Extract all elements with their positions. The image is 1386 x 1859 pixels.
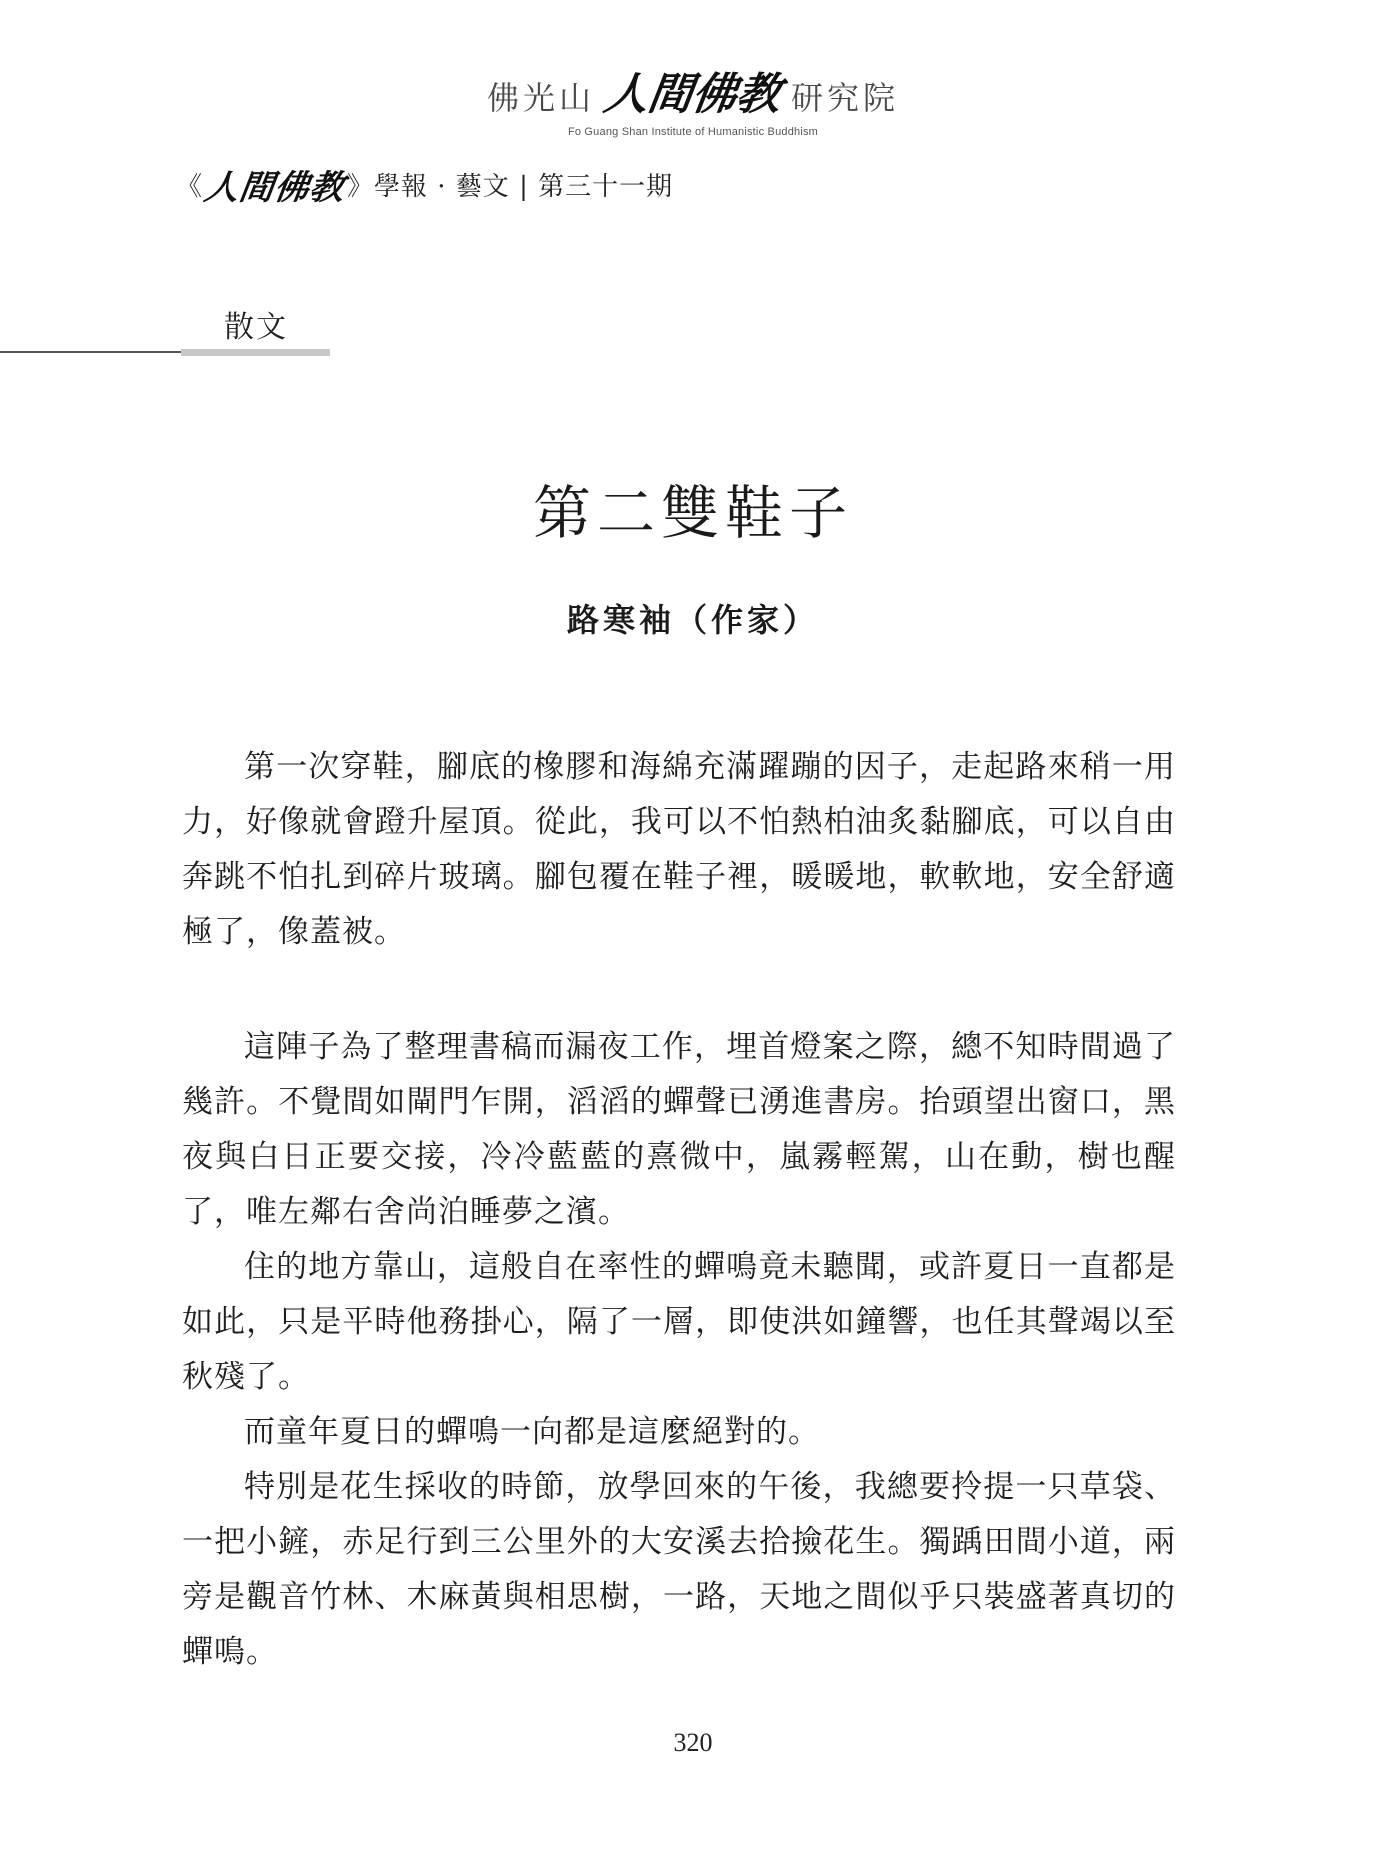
body-block-1 <box>182 740 1176 960</box>
institute-suffix: 研究院 <box>791 79 900 117</box>
institute-name <box>487 58 899 122</box>
body-block-2 <box>182 1020 1176 1680</box>
paragraph: 而童年夏日的蟬鳴一向都是這麼絕對的。 <box>244 1414 820 1450</box>
paragraph: 第一次穿鞋，腳底的橡膠和海綿充滿躍蹦的因子，走起路來稍一用力，好像就會蹬升屋頂。從此，我可以不怕熱柏油炙黏腳底，可以自由奔跳不怕扎到碎片玻璃。腳包覆在鞋子裡，暖暖地，軟軟地，安全舒適極了，像蓋被。 <box>182 749 1176 950</box>
paragraph: 這陣子為了整理書稿而漏夜工作，埋首燈案之際，總不知時間過了幾許。不覺間如閘門乍開，滔滔的蟬聲已湧進書房。抬頭望出窗口，黑夜與白日正要交接，冷冷藍藍的熹微中，嵐霧輕駕，山在動，樹也醒了，唯左鄰右舍尚泊睡夢之濱。 <box>182 1029 1176 1230</box>
article-author: 路寒袖（作家） <box>566 601 819 639</box>
institute-logo: 人間佛教 <box>600 69 784 120</box>
institute-prefix: 佛光山 <box>486 79 595 117</box>
page-number: 320 <box>673 1728 713 1757</box>
journal-running-head <box>176 160 673 209</box>
journal-issue-info: 》學報 · 藝文 | 第三十一期 <box>347 172 674 202</box>
paragraph: 住的地方靠山，這般自在率性的蟬鳴竟未聽聞，或許夏日一直都是如此，只是平時他務掛心，隔了一層，即使洪如鐘響，也任其聲竭以至秋殘了。 <box>182 1249 1176 1395</box>
institute-english-name: Fo Guang Shan Institute of Humanistic Buddhism <box>567 126 819 138</box>
article-title: 第二雙鞋子 <box>532 479 853 547</box>
journal-logo: 人間佛教 <box>201 168 348 208</box>
section-label: 散文 <box>224 310 288 345</box>
paragraph: 特別是花生採收的時節，放學回來的午後，我總要拎提一只草袋、一把小鏟，赤足行到三公里外的大安溪去拾撿花生。獨踽田間小道，兩旁是觀音竹林、木麻黃與相思樹，一路，天地之間似乎只裝盛著真切的蟬鳴。 <box>182 1469 1176 1670</box>
journal-open-bracket: 《 <box>176 172 204 202</box>
section-divider-accent <box>181 349 330 356</box>
institute-masthead <box>0 58 1386 138</box>
